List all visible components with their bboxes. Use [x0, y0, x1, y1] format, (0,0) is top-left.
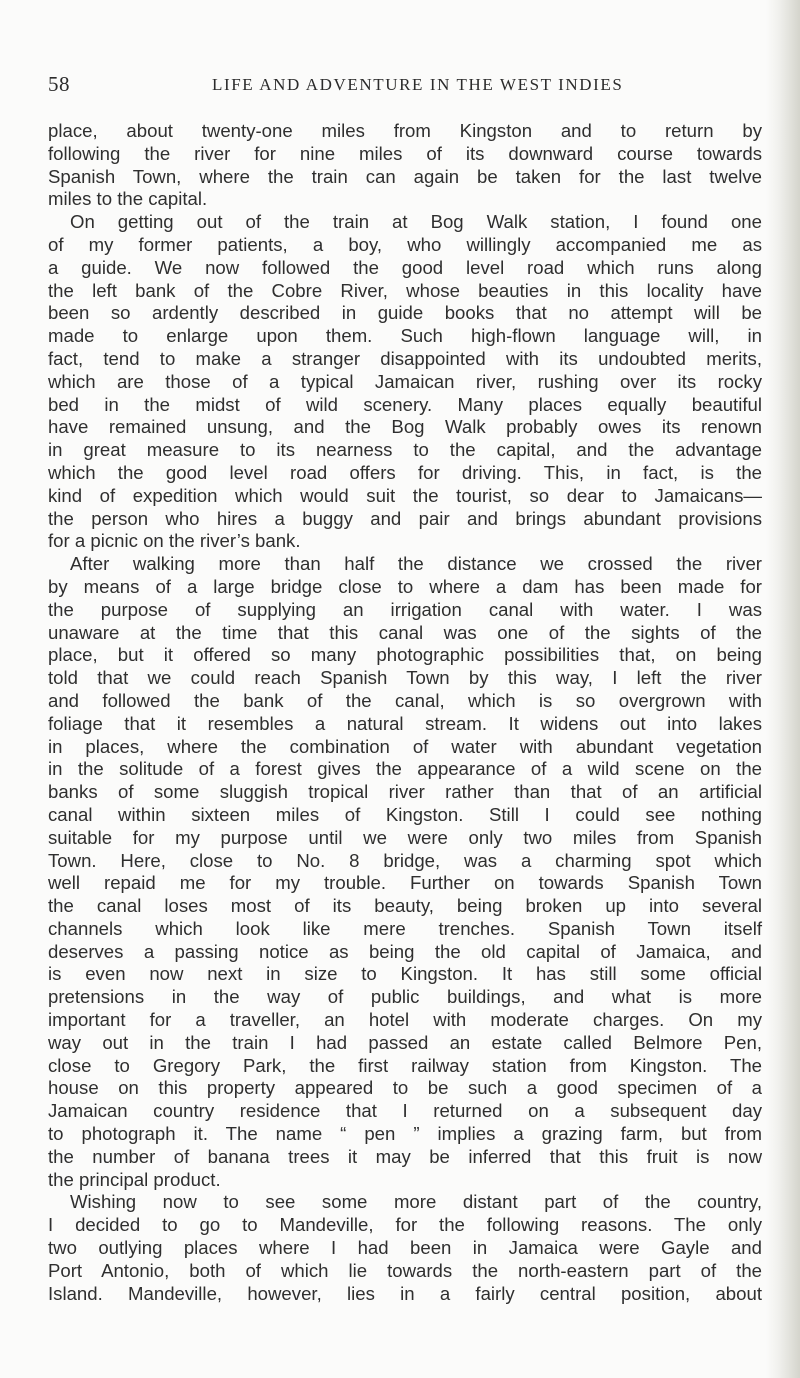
page-number: 58 [48, 72, 70, 96]
text-line: in the solitude of a forest gives the appearance of a wild scene on the [48, 758, 762, 780]
text-line: is even now next in size to Kingston. It has still some official [48, 963, 762, 985]
text-line: told that we could reach Spanish Town by this way, I left the river [48, 667, 762, 689]
text-line: Island. Mandeville, however, lies in a fairly central position, about [48, 1282, 762, 1304]
text-line: which are those of a typical Jamaican river, rushing over its rocky [48, 370, 762, 392]
text-line: in great measure to its nearness to the capital, and the advantage [48, 439, 762, 461]
text-line: well repaid me for my trouble. Further on towards Spanish Town [48, 872, 762, 894]
text-line: After walking more than half the distance we crossed the river [70, 553, 762, 575]
text-line: by means of a large bridge close to where a dam has been made for [48, 575, 762, 597]
text-line: the number of banana trees it may be inferred that this fruit is now [48, 1145, 762, 1167]
text-line: On getting out of the train at Bog Walk station, I found one [70, 211, 762, 233]
text-line: banks of some sluggish tropical river rather than that of an artificial [48, 781, 762, 803]
text-line: to photograph it. The name “ pen ” implies a grazing farm, but from [48, 1123, 762, 1145]
text-line: kind of expedition which would suit the tourist, so dear to Jamaicans— [48, 484, 762, 506]
text-line: and followed the bank of the canal, which is so overgrown with [48, 689, 762, 711]
text-line: made to enlarge upon them. Such high-flown language will, in [48, 325, 762, 347]
text-line: which the good level road offers for driving. This, in fact, is the [48, 461, 762, 483]
text-line: following the river for nine miles of its downward course towards [48, 142, 762, 164]
text-line: foliage that it resembles a natural stream. It widens out into lakes [48, 712, 762, 734]
text-line: Wishing now to see some more distant part of the country, [70, 1191, 762, 1213]
text-line: close to Gregory Park, the first railway station from Kingston. The [48, 1054, 762, 1076]
text-line: two outlying places where I had been in Jamaica were Gayle and [48, 1237, 762, 1259]
text-line: place, but it offered so many photographic possibilities that, on being [48, 644, 762, 666]
text-line: miles to the capital. [48, 188, 208, 210]
text-line: way out in the train I had passed an estate called Belmore Pen, [48, 1031, 762, 1053]
text-line: pretensions in the way of public buildings, and what is more [48, 986, 762, 1008]
page-header [48, 72, 748, 102]
text-line: for a picnic on the river’s bank. [48, 530, 301, 552]
text-line: bed in the midst of wild scenery. Many places equally beautiful [48, 393, 762, 415]
text-line: I decided to go to Mandeville, for the following reasons. The only [48, 1214, 762, 1236]
text-line: have remained unsung, and the Bog Walk probably owes its renown [48, 416, 762, 438]
text-line: house on this property appeared to be such a good specimen of a [48, 1077, 762, 1099]
text-line: been so ardently described in guide books that no attempt will be [48, 302, 762, 324]
text-line: canal within sixteen miles of Kingston. Still I could see nothing [48, 803, 762, 825]
text-line: channels which look like mere trenches. Spanish Town itself [48, 917, 762, 939]
text-line: the purpose of supplying an irrigation canal with water. I was [48, 598, 762, 620]
text-line: deserves a passing notice as being the old capital of Jamaica, and [48, 940, 762, 962]
text-line: the principal product. [48, 1168, 221, 1190]
text-line: of my former patients, a boy, who willingly accompanied me as [48, 233, 762, 255]
text-line: Jamaican country residence that I returned on a subsequent day [48, 1100, 762, 1122]
text-line: the person who hires a buggy and pair and brings abundant provisions [48, 507, 762, 529]
text-line: important for a traveller, an hotel with moderate charges. On my [48, 1009, 762, 1031]
page-edge-shadow [766, 0, 800, 1378]
running-head: LIFE AND ADVENTURE IN THE WEST INDIES [212, 75, 624, 94]
text-line: the canal loses most of its beauty, being broken up into several [48, 895, 762, 917]
text-line: Town. Here, close to No. 8 bridge, was a charming spot which [48, 849, 762, 871]
body-text [48, 120, 762, 1305]
text-line: suitable for my purpose until we were only two miles from Spanish [48, 826, 762, 848]
text-line: place, about twenty-one miles from Kingston and to return by [48, 120, 762, 141]
text-line: a guide. We now followed the good level road which runs along [48, 256, 762, 278]
text-line: fact, tend to make a stranger disappointed with its undoubted merits, [48, 347, 762, 369]
text-line: Port Antonio, both of which lie towards the north-eastern part of the [48, 1259, 762, 1281]
text-line: in places, where the combination of water with abundant vegetation [48, 735, 762, 757]
text-line: unaware at the time that this canal was one of the sights of the [48, 621, 762, 643]
text-line: Spanish Town, where the train can again be taken for the last twelve [48, 165, 762, 187]
text-line: the left bank of the Cobre River, whose beauties in this locality have [48, 279, 762, 301]
